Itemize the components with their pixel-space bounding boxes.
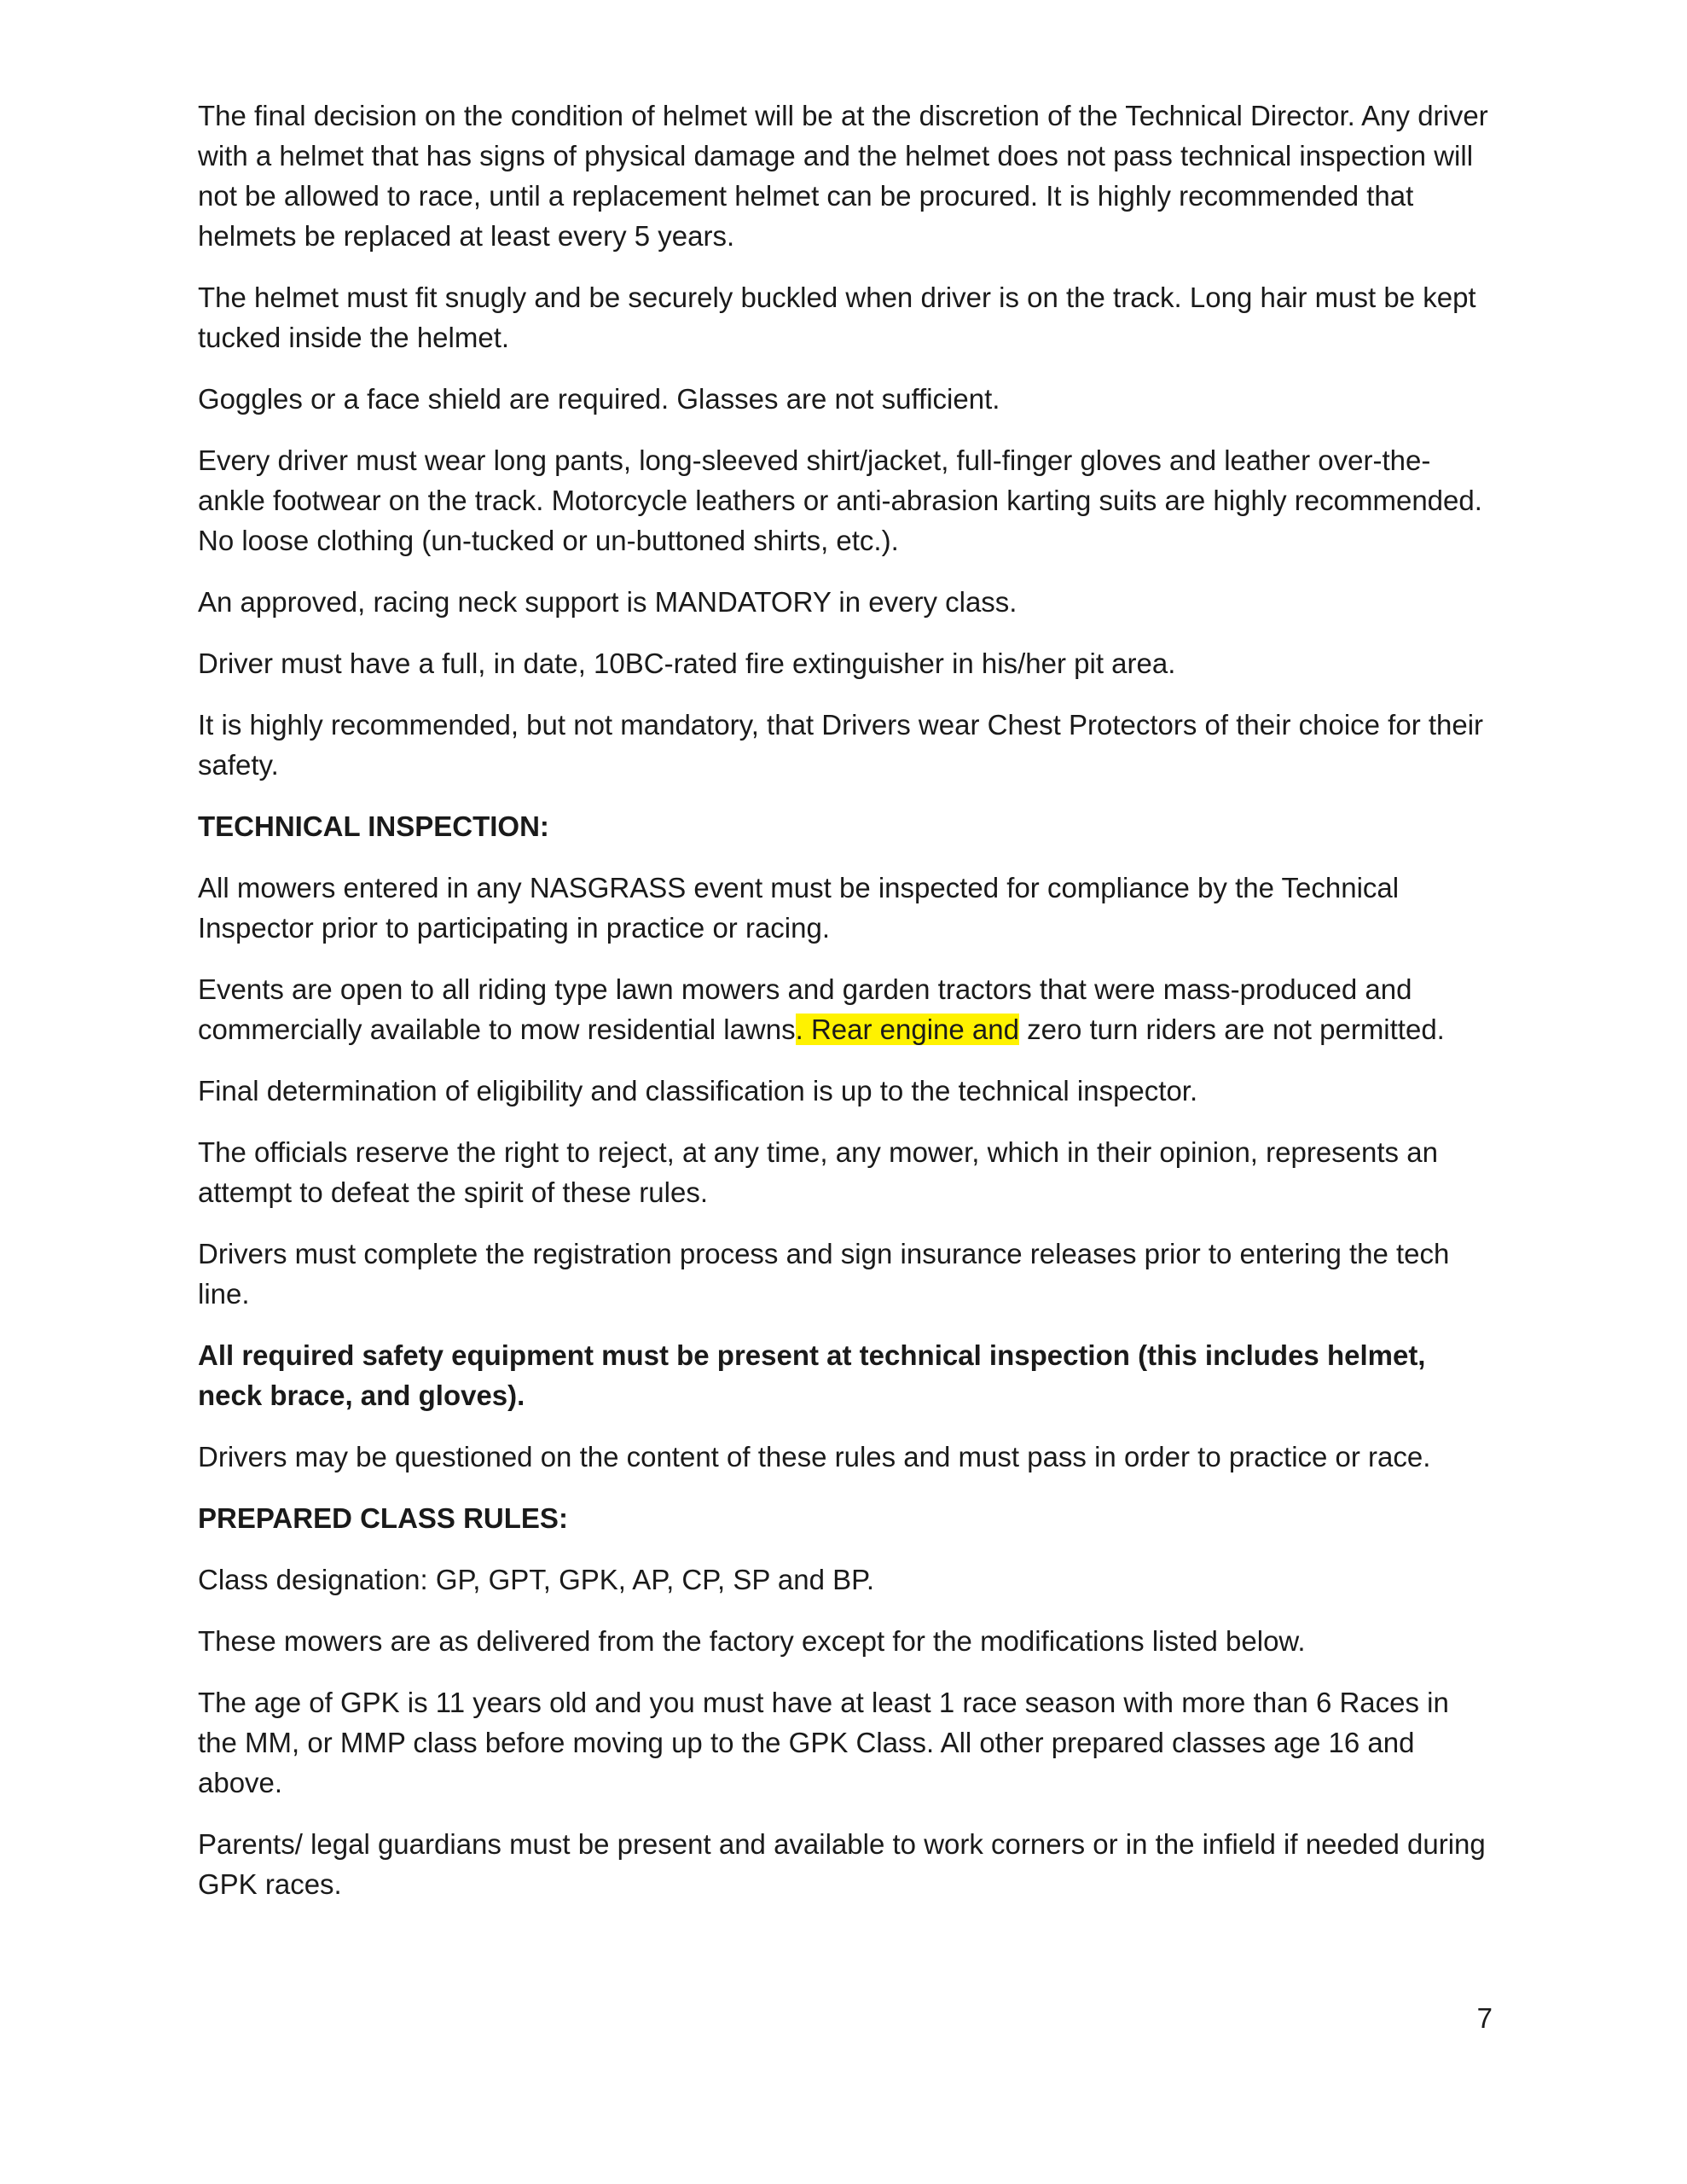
page-number: 7	[1476, 2002, 1493, 2034]
paragraph-factory-delivered: These mowers are as delivered from the factory except for the modifications listed below.	[198, 1625, 1306, 1657]
paragraph-inspection-compliance: All mowers entered in any NASGRASS event must be inspected for compliance by the Technical Inspector prior to participating in practice or racing.	[198, 872, 1400, 944]
paragraph-goggles: Goggles or a face shield are required. Glasses are not sufficient.	[198, 383, 1000, 415]
paragraph-clothing: Every driver must wear long pants, long-sleeved shirt/jacket, full-finger gloves and leather over-the-ankle footwear on the track. Motorcycle leathers or anti-abrasion karting suits are highly recommended. No loose clothing (un-tucked or un-buttoned shirts, etc.).	[198, 444, 1482, 556]
paragraph-final-determination: Final determination of eligibility and classification is up to the technical inspector.	[198, 1075, 1198, 1107]
highlighted-text: . Rear engine and	[795, 1014, 1019, 1045]
paragraph-neck-support: An approved, racing neck support is MANDATORY in every class.	[198, 586, 1017, 618]
paragraph-registration: Drivers must complete the registration process and sign insurance releases prior to entering the tech line.	[198, 1238, 1450, 1310]
paragraph-rules-questioning: Drivers may be questioned on the content of these rules and must pass in order to practice or race.	[198, 1441, 1431, 1472]
paragraph-gpk-age: The age of GPK is 11 years old and you must have at least 1 race season with more than 6 Races in the MM, or MMP class before moving up to the GPK Class. All other prepared classes age 16 and above.	[198, 1687, 1449, 1798]
eligible-mowers-text-after: zero turn riders are not permitted.	[1018, 1014, 1445, 1045]
paragraph-chest-protectors: It is highly recommended, but not mandatory, that Drivers wear Chest Protectors of their choice for their safety.	[198, 709, 1484, 781]
heading-prepared-class-rules: PREPARED CLASS RULES:	[198, 1502, 568, 1534]
paragraph-parents-guardians: Parents/ legal guardians must be present and available to work corners or in the infield if needed during GPK races.	[198, 1828, 1486, 1900]
eligible-mowers-text-before: Events are open to all riding type lawn mowers and garden tractors that were mass-produced and commercially available to mow residential lawns	[198, 973, 1412, 1045]
paragraph-eligible-mowers	[198, 969, 1494, 1049]
paragraph-officials-reserve: The officials reserve the right to reject, at any time, any mower, which in their opinion, represents an attempt to defeat the spirit of these rules.	[198, 1136, 1438, 1208]
document-body	[198, 96, 1494, 1926]
heading-technical-inspection: TECHNICAL INSPECTION:	[198, 810, 549, 842]
paragraph-class-designation: Class designation: GP, GPT, GPK, AP, CP, SP and BP.	[198, 1564, 875, 1595]
paragraph-safety-equipment: All required safety equipment must be present at technical inspection (this includes helmet, neck brace, and gloves).	[198, 1339, 1426, 1411]
paragraph-fire-extinguisher: Driver must have a full, in date, 10BC-rated fire extinguisher in his/her pit area.	[198, 648, 1176, 679]
paragraph-helmet-fit: The helmet must fit snugly and be securely buckled when driver is on the track. Long hair must be kept tucked inside the helmet.	[198, 282, 1476, 353]
paragraph-helmet-condition: The final decision on the condition of helmet will be at the discretion of the Technical Director. Any driver with a helmet that has signs of physical damage and the helmet does not pass technical inspection will not be allowed to race, until a replacement helmet can be procured. It is highly recommended that helmets be replaced at least every 5 years.	[198, 100, 1488, 252]
